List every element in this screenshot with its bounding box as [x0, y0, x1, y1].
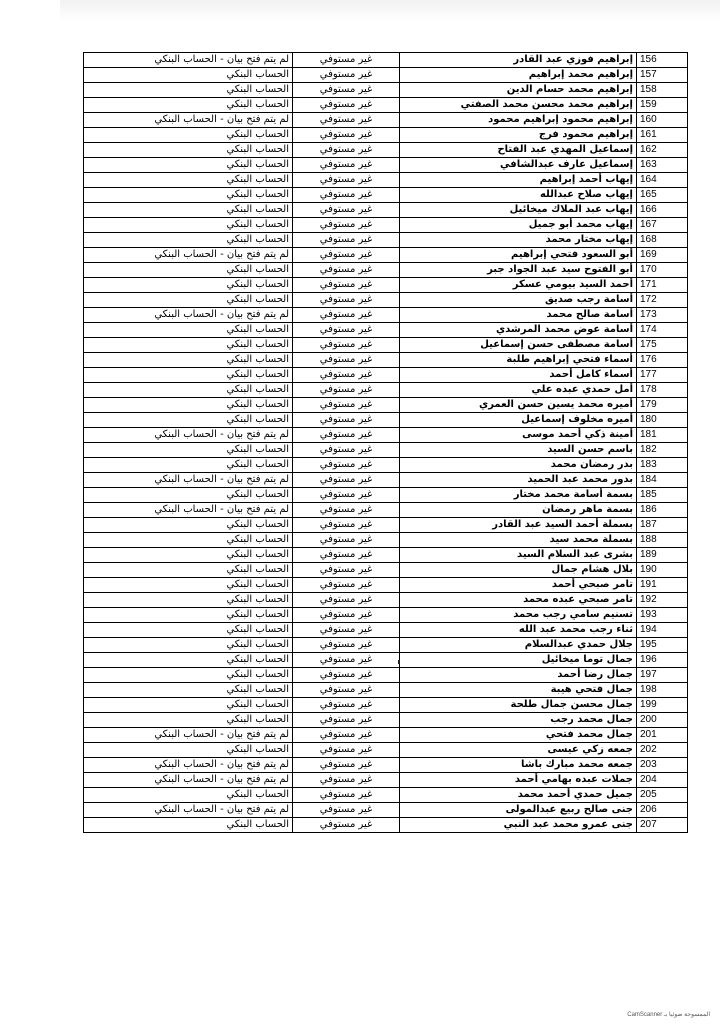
table-row: [84, 443, 688, 458]
table-row: [84, 668, 688, 683]
table-row: [84, 248, 688, 263]
row-number: 187: [637, 518, 688, 533]
completion-status: غير مستوفي: [293, 533, 400, 548]
row-number: 195: [637, 638, 688, 653]
completion-status: غير مستوفي: [293, 98, 400, 113]
employee-name: إبراهيم فوزي عبد القادر: [400, 53, 637, 68]
completion-status: غير مستوفي: [293, 383, 400, 398]
table-row: [84, 398, 688, 413]
row-number: 200: [637, 713, 688, 728]
table-row: [84, 623, 688, 638]
row-number: 165: [637, 188, 688, 203]
row-note: لم يتم فتح بيان - الحساب البنكي: [84, 758, 293, 773]
row-note: الحساب البنكي: [84, 563, 293, 578]
completion-status: غير مستوفي: [293, 803, 400, 818]
table-row: [84, 788, 688, 803]
table-row: [84, 158, 688, 173]
row-number: 207: [637, 818, 688, 833]
row-note: الحساب البنكي: [84, 623, 293, 638]
row-note: الحساب البنكي: [84, 653, 293, 668]
row-note: الحساب البنكي: [84, 788, 293, 803]
row-note: الحساب البنكي: [84, 293, 293, 308]
employee-name: جمال توما ميخائيل: [400, 653, 637, 668]
completion-status: غير مستوفي: [293, 488, 400, 503]
row-note: الحساب البنكي: [84, 638, 293, 653]
table-row: [84, 608, 688, 623]
employee-name: أبو السعود فتحي إبراهيم: [400, 248, 637, 263]
completion-status: غير مستوفي: [293, 278, 400, 293]
row-number: 192: [637, 593, 688, 608]
employee-name: جميل حمدي أحمد محمد: [400, 788, 637, 803]
employee-name: تسنيم سامي رجب محمد: [400, 608, 637, 623]
row-note: لم يتم فتح بيان - الحساب البنكي: [84, 53, 293, 68]
completion-status: غير مستوفي: [293, 683, 400, 698]
employee-name: بسمة ماهر رمضان: [400, 503, 637, 518]
row-number: 159: [637, 98, 688, 113]
table-row: [84, 488, 688, 503]
table-row: [84, 293, 688, 308]
row-note: لم يتم فتح بيان - الحساب البنكي: [84, 773, 293, 788]
completion-status: غير مستوفي: [293, 293, 400, 308]
completion-status: غير مستوفي: [293, 338, 400, 353]
table-row: [84, 548, 688, 563]
employee-name: تامر صبحي أحمد: [400, 578, 637, 593]
completion-status: غير مستوفي: [293, 668, 400, 683]
row-note: الحساب البنكي: [84, 353, 293, 368]
completion-status: غير مستوفي: [293, 458, 400, 473]
row-note: الحساب البنكي: [84, 698, 293, 713]
row-note: لم يتم فتح بيان - الحساب البنكي: [84, 728, 293, 743]
completion-status: غير مستوفي: [293, 218, 400, 233]
row-number: 202: [637, 743, 688, 758]
table-row: [84, 233, 688, 248]
table-row: [84, 368, 688, 383]
employee-name: إيهاب محمد أبو جميل: [400, 218, 637, 233]
row-note: الحساب البنكي: [84, 818, 293, 833]
completion-status: غير مستوفي: [293, 53, 400, 68]
row-note: الحساب البنكي: [84, 173, 293, 188]
employee-name: بسمة أسامة محمد مختار: [400, 488, 637, 503]
row-note: الحساب البنكي: [84, 743, 293, 758]
employee-name: أبو الفتوح سيد عبد الجواد جبر: [400, 263, 637, 278]
completion-status: غير مستوفي: [293, 653, 400, 668]
completion-status: غير مستوفي: [293, 818, 400, 833]
completion-status: غير مستوفي: [293, 413, 400, 428]
employee-name: إيهاب مختار محمد: [400, 233, 637, 248]
employee-name: أسماء كامل أحمد: [400, 368, 637, 383]
row-note: الحساب البنكي: [84, 398, 293, 413]
employee-name: أميره محمد يسين حسن العمري: [400, 398, 637, 413]
row-number: 196: [637, 653, 688, 668]
employee-name: بسملة أحمد السيد عبد القادر: [400, 518, 637, 533]
table-row: [84, 818, 688, 833]
table-row: [84, 638, 688, 653]
employee-name: أسامة عوض محمد المرشدي: [400, 323, 637, 338]
table-row: [84, 563, 688, 578]
employee-name: باسم حسن السيد: [400, 443, 637, 458]
row-number: 189: [637, 548, 688, 563]
row-number: 186: [637, 503, 688, 518]
row-number: 167: [637, 218, 688, 233]
row-number: 162: [637, 143, 688, 158]
table-row: [84, 323, 688, 338]
watermark-text: الممسوحة ضوئيا بـ CamScanner: [627, 1012, 710, 1018]
row-note: الحساب البنكي: [84, 203, 293, 218]
completion-status: غير مستوفي: [293, 143, 400, 158]
row-note: الحساب البنكي: [84, 458, 293, 473]
employee-name: جمعه محمد مبارك باشا: [400, 758, 637, 773]
employee-name: جنى صالح ربيع عبدالمولى: [400, 803, 637, 818]
row-note: الحساب البنكي: [84, 683, 293, 698]
row-note: الحساب البنكي: [84, 83, 293, 98]
row-note: لم يتم فتح بيان - الحساب البنكي: [84, 113, 293, 128]
table-row: [84, 713, 688, 728]
completion-status: غير مستوفي: [293, 68, 400, 83]
completion-status: غير مستوفي: [293, 743, 400, 758]
completion-status: غير مستوفي: [293, 83, 400, 98]
row-number: 203: [637, 758, 688, 773]
completion-status: غير مستوفي: [293, 698, 400, 713]
row-number: 184: [637, 473, 688, 488]
row-number: 190: [637, 563, 688, 578]
table-row: [84, 263, 688, 278]
table-row: [84, 698, 688, 713]
row-number: 180: [637, 413, 688, 428]
completion-status: غير مستوفي: [293, 593, 400, 608]
row-note: الحساب البنكي: [84, 578, 293, 593]
table-row: [84, 83, 688, 98]
employee-name: إيهاب صلاح عبدالله: [400, 188, 637, 203]
row-number: 173: [637, 308, 688, 323]
table-row: [84, 353, 688, 368]
row-number: 181: [637, 428, 688, 443]
row-number: 206: [637, 803, 688, 818]
row-note: الحساب البنكي: [84, 68, 293, 83]
row-number: 164: [637, 173, 688, 188]
table-row: [84, 728, 688, 743]
row-note: الحساب البنكي: [84, 593, 293, 608]
employee-name: جمال فتحي هيبة: [400, 683, 637, 698]
completion-status: غير مستوفي: [293, 113, 400, 128]
completion-status: غير مستوفي: [293, 203, 400, 218]
row-note: الحساب البنكي: [84, 188, 293, 203]
row-number: 204: [637, 773, 688, 788]
employee-name: أمل حمدي عبده علي: [400, 383, 637, 398]
row-note: الحساب البنكي: [84, 383, 293, 398]
completion-status: غير مستوفي: [293, 548, 400, 563]
row-note: الحساب البنكي: [84, 158, 293, 173]
row-number: 175: [637, 338, 688, 353]
completion-status: غير مستوفي: [293, 428, 400, 443]
employee-name: إسماعيل عارف عبدالشافي: [400, 158, 637, 173]
table-row: [84, 128, 688, 143]
employee-name: بدور محمد عبد الحميد: [400, 473, 637, 488]
completion-status: غير مستوفي: [293, 713, 400, 728]
completion-status: غير مستوفي: [293, 308, 400, 323]
row-note: الحساب البنكي: [84, 128, 293, 143]
row-note: الحساب البنكي: [84, 533, 293, 548]
row-number: 160: [637, 113, 688, 128]
employee-name: إبراهيم محمد حسام الدين: [400, 83, 637, 98]
table-row: [84, 758, 688, 773]
completion-status: غير مستوفي: [293, 473, 400, 488]
table-body: [84, 53, 688, 833]
row-number: 174: [637, 323, 688, 338]
employee-name: جلال حمدي عبدالسلام: [400, 638, 637, 653]
table-row: [84, 53, 688, 68]
payroll-table: [83, 52, 688, 833]
row-number: 171: [637, 278, 688, 293]
table-row: [84, 533, 688, 548]
row-note: الحساب البنكي: [84, 98, 293, 113]
row-note: الحساب البنكي: [84, 218, 293, 233]
employee-name: أمينة ذكي أحمد موسى: [400, 428, 637, 443]
completion-status: غير مستوفي: [293, 518, 400, 533]
completion-status: غير مستوفي: [293, 323, 400, 338]
row-number: 201: [637, 728, 688, 743]
completion-status: غير مستوفي: [293, 233, 400, 248]
scan-speck: [398, 660, 400, 664]
row-note: لم يتم فتح بيان - الحساب البنكي: [84, 428, 293, 443]
employee-name: أسامة رجب صديق: [400, 293, 637, 308]
row-number: 163: [637, 158, 688, 173]
row-note: لم يتم فتح بيان - الحساب البنكي: [84, 503, 293, 518]
employee-name: جمال محسن جمال طلحة: [400, 698, 637, 713]
row-note: الحساب البنكي: [84, 413, 293, 428]
employee-name: ثناء رجب محمد عبد الله: [400, 623, 637, 638]
employee-name: جمال محمد رجب: [400, 713, 637, 728]
completion-status: غير مستوفي: [293, 158, 400, 173]
row-number: 172: [637, 293, 688, 308]
employee-name: بلال هشام جمال: [400, 563, 637, 578]
table-row: [84, 188, 688, 203]
row-note: الحساب البنكي: [84, 668, 293, 683]
table-row: [84, 743, 688, 758]
employee-name: بدر رمضان محمد: [400, 458, 637, 473]
completion-status: غير مستوفي: [293, 608, 400, 623]
employee-name: أسماء فتحي إبراهيم طلبة: [400, 353, 637, 368]
employee-name: جمال رضا أحمد: [400, 668, 637, 683]
row-note: الحساب البنكي: [84, 518, 293, 533]
employee-name: بشرى عبد السلام السيد: [400, 548, 637, 563]
row-number: 191: [637, 578, 688, 593]
completion-status: غير مستوفي: [293, 728, 400, 743]
employee-name: تامر صبحي عبده محمد: [400, 593, 637, 608]
camscanner-watermark: [627, 1011, 710, 1018]
completion-status: غير مستوفي: [293, 398, 400, 413]
employee-name: أميره مخلوف إسماعيل: [400, 413, 637, 428]
employee-name: جملات عبده بهامي أحمد: [400, 773, 637, 788]
table-row: [84, 458, 688, 473]
row-number: 178: [637, 383, 688, 398]
row-note: الحساب البنكي: [84, 278, 293, 293]
completion-status: غير مستوفي: [293, 578, 400, 593]
row-number: 168: [637, 233, 688, 248]
table-row: [84, 278, 688, 293]
completion-status: غير مستوفي: [293, 248, 400, 263]
document-sheet: [83, 52, 688, 833]
scan-smudge: [60, 0, 720, 22]
table-row: [84, 308, 688, 323]
completion-status: غير مستوفي: [293, 353, 400, 368]
completion-status: غير مستوفي: [293, 173, 400, 188]
table-row: [84, 518, 688, 533]
employee-name: إسماعيل المهدي عبد الفتاح: [400, 143, 637, 158]
row-note: الحساب البنكي: [84, 443, 293, 458]
row-note: الحساب البنكي: [84, 608, 293, 623]
table-row: [84, 173, 688, 188]
row-note: الحساب البنكي: [84, 488, 293, 503]
row-number: 157: [637, 68, 688, 83]
row-number: 170: [637, 263, 688, 278]
completion-status: غير مستوفي: [293, 623, 400, 638]
row-number: 156: [637, 53, 688, 68]
employee-name: إيهاب عبد الملاك ميخائيل: [400, 203, 637, 218]
row-note: الحساب البنكي: [84, 338, 293, 353]
row-number: 197: [637, 668, 688, 683]
row-note: الحساب البنكي: [84, 323, 293, 338]
row-number: 161: [637, 128, 688, 143]
table-row: [84, 578, 688, 593]
completion-status: غير مستوفي: [293, 128, 400, 143]
row-number: 194: [637, 623, 688, 638]
completion-status: غير مستوفي: [293, 563, 400, 578]
row-number: 199: [637, 698, 688, 713]
row-note: لم يتم فتح بيان - الحساب البنكي: [84, 803, 293, 818]
row-note: لم يتم فتح بيان - الحساب البنكي: [84, 308, 293, 323]
row-number: 205: [637, 788, 688, 803]
row-note: الحساب البنكي: [84, 263, 293, 278]
row-number: 182: [637, 443, 688, 458]
employee-name: جمال محمد فتحي: [400, 728, 637, 743]
completion-status: غير مستوفي: [293, 263, 400, 278]
table-row: [84, 803, 688, 818]
table-row: [84, 143, 688, 158]
completion-status: غير مستوفي: [293, 443, 400, 458]
employee-name: جمعه زكي عيسى: [400, 743, 637, 758]
row-number: 158: [637, 83, 688, 98]
row-note: لم يتم فتح بيان - الحساب البنكي: [84, 248, 293, 263]
row-note: الحساب البنكي: [84, 233, 293, 248]
table-row: [84, 683, 688, 698]
row-note: الحساب البنكي: [84, 713, 293, 728]
row-number: 176: [637, 353, 688, 368]
table-row: [84, 413, 688, 428]
employee-name: أسامة صالح محمد: [400, 308, 637, 323]
table-row: [84, 218, 688, 233]
completion-status: غير مستوفي: [293, 758, 400, 773]
completion-status: غير مستوفي: [293, 188, 400, 203]
table-row: [84, 383, 688, 398]
row-number: 193: [637, 608, 688, 623]
employee-name: إبراهيم محمود إبراهيم محمود: [400, 113, 637, 128]
table-row: [84, 473, 688, 488]
employee-name: إيهاب أحمد إبراهيم: [400, 173, 637, 188]
completion-status: غير مستوفي: [293, 788, 400, 803]
row-number: 166: [637, 203, 688, 218]
row-number: 183: [637, 458, 688, 473]
row-number: 177: [637, 368, 688, 383]
table-row: [84, 203, 688, 218]
row-number: 169: [637, 248, 688, 263]
table-row: [84, 98, 688, 113]
row-number: 185: [637, 488, 688, 503]
row-number: 188: [637, 533, 688, 548]
employee-name: بسملة محمد سيد: [400, 533, 637, 548]
row-note: الحساب البنكي: [84, 143, 293, 158]
table-row: [84, 593, 688, 608]
table-row: [84, 503, 688, 518]
table-row: [84, 68, 688, 83]
row-note: الحساب البنكي: [84, 368, 293, 383]
completion-status: غير مستوفي: [293, 773, 400, 788]
table-row: [84, 773, 688, 788]
table-row: [84, 428, 688, 443]
employee-name: أحمد السيد بيومي عسكر: [400, 278, 637, 293]
completion-status: غير مستوفي: [293, 638, 400, 653]
row-note: لم يتم فتح بيان - الحساب البنكي: [84, 473, 293, 488]
row-note: الحساب البنكي: [84, 548, 293, 563]
employee-name: إبراهيم محمد محسن محمد الصفتي: [400, 98, 637, 113]
employee-name: إبراهيم محمود فرج: [400, 128, 637, 143]
employee-name: أسامة مصطفى حسن إسماعيل: [400, 338, 637, 353]
completion-status: غير مستوفي: [293, 503, 400, 518]
employee-name: جنى عمرو محمد عبد النبي: [400, 818, 637, 833]
employee-name: إبراهيم محمد إبراهيم: [400, 68, 637, 83]
row-number: 179: [637, 398, 688, 413]
completion-status: غير مستوفي: [293, 368, 400, 383]
table-row: [84, 338, 688, 353]
row-number: 198: [637, 683, 688, 698]
table-row: [84, 113, 688, 128]
table-row: [84, 653, 688, 668]
